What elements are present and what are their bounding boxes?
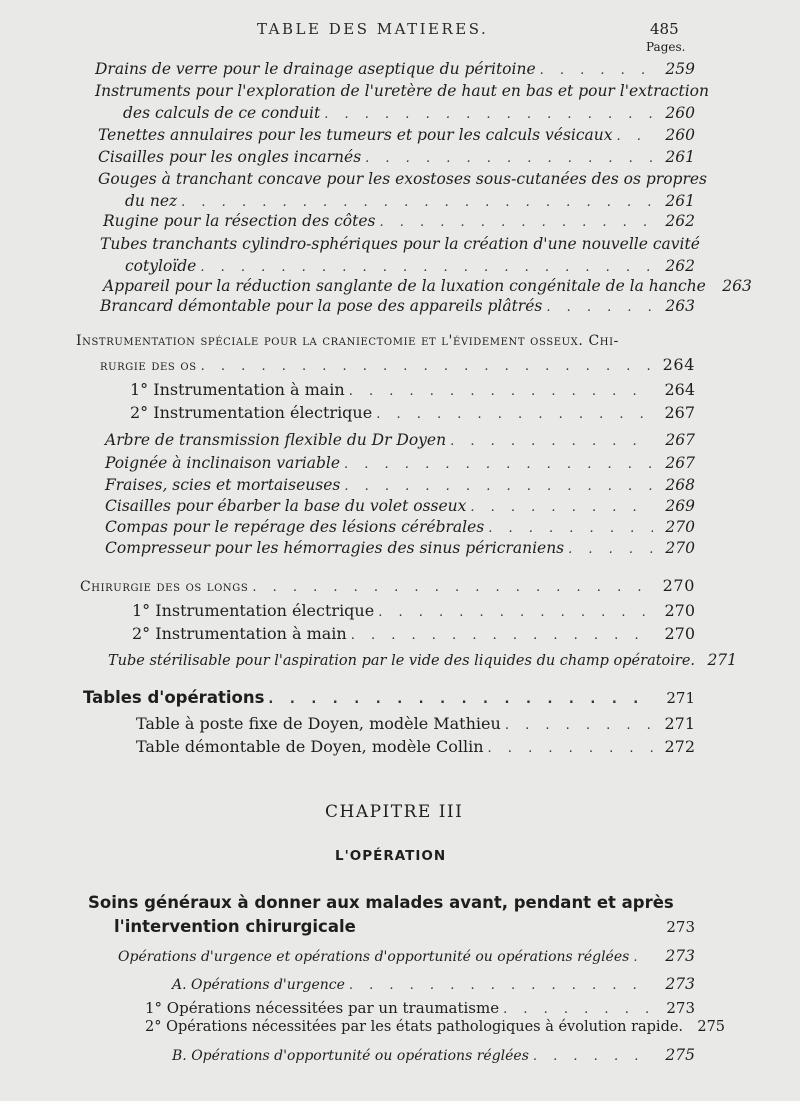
section-heading-entry: l'intervention chirurgicale 273 <box>114 917 695 936</box>
chapter-subtitle: L'OPÉRATION <box>335 848 447 864</box>
toc-entry: Rugine pour la résection des côtes . . . 262 <box>103 212 695 230</box>
toc-entry: Compas pour le repérage des lésions cérébrales . . . 270 <box>105 518 695 536</box>
toc-subentry: Table démontable de Doyen, modèle Collin . . . 272 <box>136 737 695 756</box>
running-header-title: TABLE DES MATIERES. <box>257 20 489 38</box>
toc-entry: Cisailles pour les ongles incarnés . . . 261 <box>98 148 695 166</box>
toc-subentry: 2° Instrumentation électrique . . . 267 <box>130 403 695 422</box>
page-number: 485 <box>650 20 679 38</box>
toc-entry: Cisailles pour ébarber la base du volet osseux . . . 269 <box>105 497 695 515</box>
toc-entry-text: Instruments pour l'exploration de l'uretère de haut en bas et pour l'extraction <box>95 82 709 100</box>
toc-subentry: 2° Opérations nécessitées par les états pathologiques à évolution rapide. 275 <box>145 1019 726 1035</box>
toc-subentry: 1° Opérations nécessitées par un traumatisme . . . 273 <box>145 999 695 1017</box>
toc-subentry: 1° Instrumentation électrique . . . 270 <box>132 601 695 620</box>
toc-entry: Appareil pour la réduction sanglante de la luxation congénitale de la hanche . . . 263 <box>103 277 695 295</box>
section-heading: Soins généraux à donner aux malades avant, pendant et après <box>88 893 674 912</box>
toc-entry: Fraises, scies et mortaiseuses . . . 268 <box>105 476 695 494</box>
toc-entry: Brancard démontable pour la pose des appareils plâtrés . . . 263 <box>100 297 695 315</box>
pages-column-label: Pages. <box>646 40 686 54</box>
toc-entry: du nez . . . 261 <box>125 192 695 210</box>
toc-entry: B. Opérations d'opportunité ou opérations réglées . . . 275 <box>172 1046 695 1064</box>
toc-entry: Poignée à inclinaison variable . . . 267 <box>105 454 695 472</box>
chapter-title: CHAPITRE III <box>325 802 464 822</box>
toc-entry: Opérations d'urgence et opérations d'opportunité ou opérations réglées . . . 273 <box>118 947 695 965</box>
toc-entry: A. Opérations d'urgence . . . 273 <box>172 975 695 993</box>
toc-subentry: 2° Instrumentation à main . . . 270 <box>132 624 695 643</box>
toc-entry: Compresseur pour les hémorragies des sinus péricraniens . . . 270 <box>105 539 695 557</box>
toc-entry: cotyloïde . . . 262 <box>125 257 695 275</box>
section-heading-entry: Tables d'opérations . . . 271 <box>83 688 695 707</box>
section-heading-entry: rurgie des os . . . 264 <box>100 355 695 374</box>
toc-entry: Tenettes annulaires pour les tumeurs et pour les calculs vésicaux . . . 260 <box>98 126 695 144</box>
toc-entry: Drains de verre pour le drainage aseptique du péritoine . . . 259 <box>95 60 695 78</box>
section-heading: Instrumentation spéciale pour la craniectomie et l'évidement osseux. Chi- <box>76 333 619 349</box>
toc-entry: Arbre de transmission flexible du Dr Doyen . . . 267 <box>105 431 695 449</box>
toc-subentry: 1° Instrumentation à main . . . 264 <box>130 380 695 399</box>
toc-entry-text: Gouges à tranchant concave pour les exostoses sous-cutanées des os propres <box>98 170 707 188</box>
toc-entry: Tube stérilisable pour l'aspiration par le vide des liquides du champ opératoire. 271 <box>108 651 738 669</box>
toc-entry-text: Tubes tranchants cylindro-sphériques pour la création d'une nouvelle cavité <box>100 235 700 253</box>
section-heading-entry: Chirurgie des os longs . . . 270 <box>80 576 695 595</box>
toc-subentry: Table à poste fixe de Doyen, modèle Mathieu . . . 271 <box>136 714 695 733</box>
toc-entry: des calculs de ce conduit . . . 260 <box>123 104 695 122</box>
